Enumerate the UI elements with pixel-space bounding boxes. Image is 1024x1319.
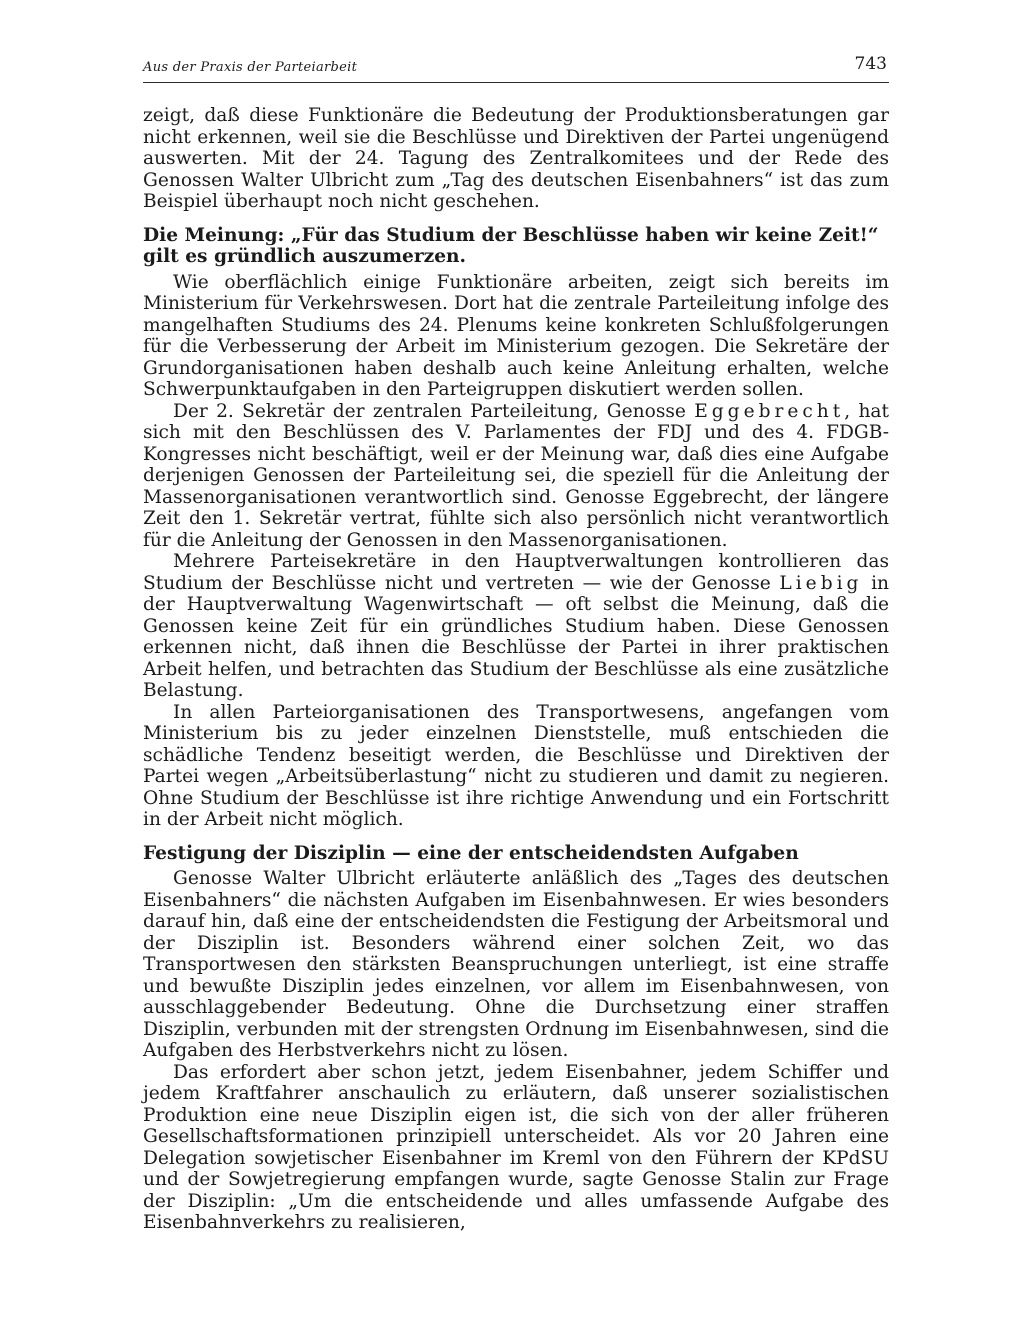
text-run: in der Hauptverwaltung Wagenwirtschaft — oft selbst die Meinung, daß die Genossen keine Zeit für ein gründliches Studium haben. Diese Genossen erkennen nicht, daß ihnen die Beschlüsse der Partei in ihrer praktischen Arbeit helfen, und betrachten das Studium der Beschlüsse als eine zusätzliche Belastung. (143, 572, 889, 701)
paragraph: Das erfordert aber schon jetzt, jedem Eisenbahner, jedem Schiffer und jedem Kraftfahrer anschaulich zu erläutern, daß unserer sozialistischen Produktion eine neue Disziplin eigen ist, die sich von der aller früheren Gesellschaftsformationen prinzipiell unterscheidet. Als vor 20 Jahren eine Delegation sowjetischer Eisenbahner im Kreml von den Führern der KPdSU und der Sowjetregierung empfangen wurde, sagte Genosse Stalin zur Frage der Disziplin: „Um die entscheidende und alles umfassende Aufgabe des Eisenbahnverkehrs zu realisieren, (143, 1061, 889, 1233)
body-text (143, 105, 889, 1234)
person-name: Eggebrecht (694, 400, 845, 422)
section-heading: Die Meinung: „Für das Studium der Beschlüsse haben wir keine Zeit!“ gilt es gründlich auszumerzen. (143, 224, 879, 267)
paragraph (143, 401, 889, 552)
paragraph: Genosse Walter Ulbricht erläuterte anläßlich des „Tages des deutschen Eisenbahners“ die nächsten Aufgaben im Eisenbahnwesen. Er wies besonders darauf hin, daß eine der entscheidendsten die Festigung der Arbeitsmoral und der Disziplin ist. Besonders während einer solchen Zeit, wo das Transportwesen den stärksten Beanspruchungen unterliegt, ist eine straffe und bewußte Disziplin jedes einzelnen, vor allem im Eisenbahnwesen, von ausschlaggebender Bedeutung. Ohne die Durchsetzung einer straffen Disziplin, verbunden mit der strengsten Ordnung im Eisenbahnwesen, sind die Aufgaben des Herbstverkehrs nicht zu lösen. (143, 868, 889, 1061)
text-run: , hat sich mit den Beschlüssen des V. Parlamentes der FDJ und des 4. FDGB-Kongresses nicht beschäftigt, weil er der Meinung war, daß dies eine Aufgabe derjenigen Genossen der Parteileitung sei, die speziell für die Anleitung der Massenorganisationen verantwortlich sind. Genosse Eggebrecht, der längere Zeit den 1. Sekretär vertrat, fühlte sich also persönlich nicht verantwortlich für die Anleitung der Genossen in den Massenorganisationen. (143, 400, 889, 551)
text-run: Mehrere Parteisekretäre in den Hauptverwaltungen kontrollieren das Studium der Beschlüsse nicht und vertreten — wie der Genosse (143, 551, 889, 594)
running-head: Aus der Praxis der Parteiarbeit (143, 60, 358, 75)
paragraph: zeigt, daß diese Funktionäre die Bedeutung der Produktionsberatungen gar nicht erkennen, weil sie die Beschlüsse und Direktiven der Partei ungenügend auswerten. Mit der 24. Tagung des Zentralkomitees und der Rede des Genossen Walter Ulbricht zum „Tag des deutschen Eisenbahners“ ist das zum Beispiel überhaupt noch nicht geschehen. (143, 105, 889, 212)
paragraph: Wie oberflächlich einige Funktionäre arbeiten, zeigt sich bereits im Ministerium für Verkehrswesen. Dort hat die zentrale Parteileitung infolge des mangelhaften Studiums des 24. Plenums keine konkreten Schlußfolgerungen für die Verbesserung der Arbeit im Ministerium gezogen. Die Sekretäre der Grundorganisationen haben deshalb auch keine Anleitung erhalten, welche Schwerpunktaufgaben in den Parteigruppen diskutiert werden sollen. (143, 271, 889, 400)
paragraph (143, 551, 889, 702)
section-heading: Festigung der Disziplin — eine der entscheidendsten Aufgaben (143, 842, 799, 864)
person-name: Liebig (779, 572, 863, 594)
page-number: 743 (854, 54, 887, 74)
paragraph: In allen Parteiorganisationen des Transportwesens, angefangen vom Ministerium bis zu jeder einzelnen Dienststelle, muß entschieden die schädliche Tendenz beseitigt werden, die Beschlüsse und Direktiven der Partei wegen „Arbeitsüberlastung“ nicht zu studieren und damit zu negieren. Ohne Studium der Beschlüsse ist ihre richtige Anwendung und ein Fortschritt in der Arbeit nicht möglich. (143, 701, 889, 830)
page-header (143, 56, 889, 83)
text-run: Der 2. Sekretär der zentralen Parteileitung, Genosse (173, 400, 695, 422)
